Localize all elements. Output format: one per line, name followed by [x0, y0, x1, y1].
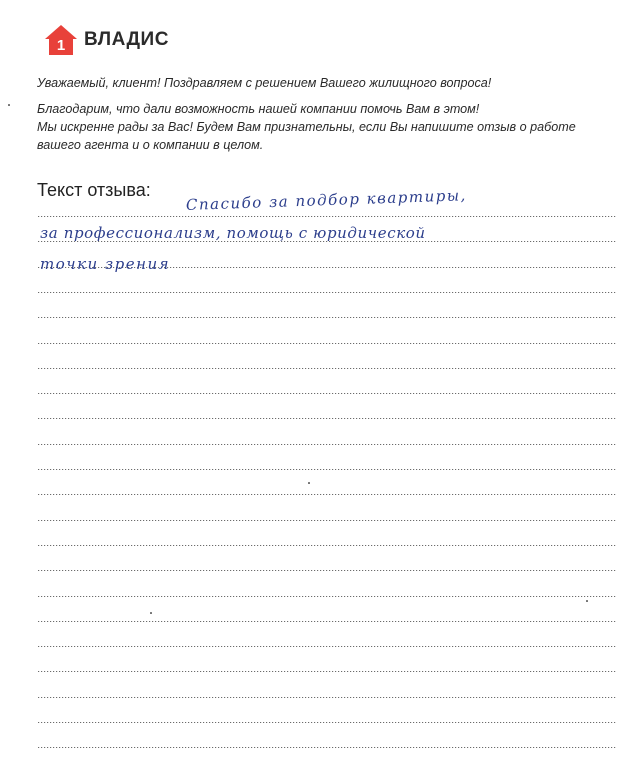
review-title: Текст отзыва: — [37, 180, 151, 200]
handwritten-line: Спасибо за подбор квартиры, — [185, 186, 468, 214]
greeting-text: Уважаемый, клиент! Поздравляем с решением Вашего жилищного вопроса! — [37, 76, 492, 90]
handwritten-line: за профессионализм, помощь с юридической — [40, 224, 426, 242]
scan-speck — [150, 612, 152, 614]
brand-name: ВЛАДИС — [84, 29, 169, 50]
handwritten-line: точки зрения — [40, 255, 171, 273]
logo-badge: 1 — [56, 37, 66, 54]
scan-speck — [8, 104, 10, 106]
thanks-line: Благодарим, что дали возможность нашей компании помочь Вам в этом! — [37, 102, 480, 116]
scan-speck — [308, 482, 310, 484]
thanks-line: Мы искренне рады за Вас! Будем Вам признательны, если Вы напишите отзыв о работе — [37, 120, 576, 134]
thanks-line: вашего агента и о компании в целом. — [37, 138, 264, 152]
scan-speck — [586, 600, 588, 602]
